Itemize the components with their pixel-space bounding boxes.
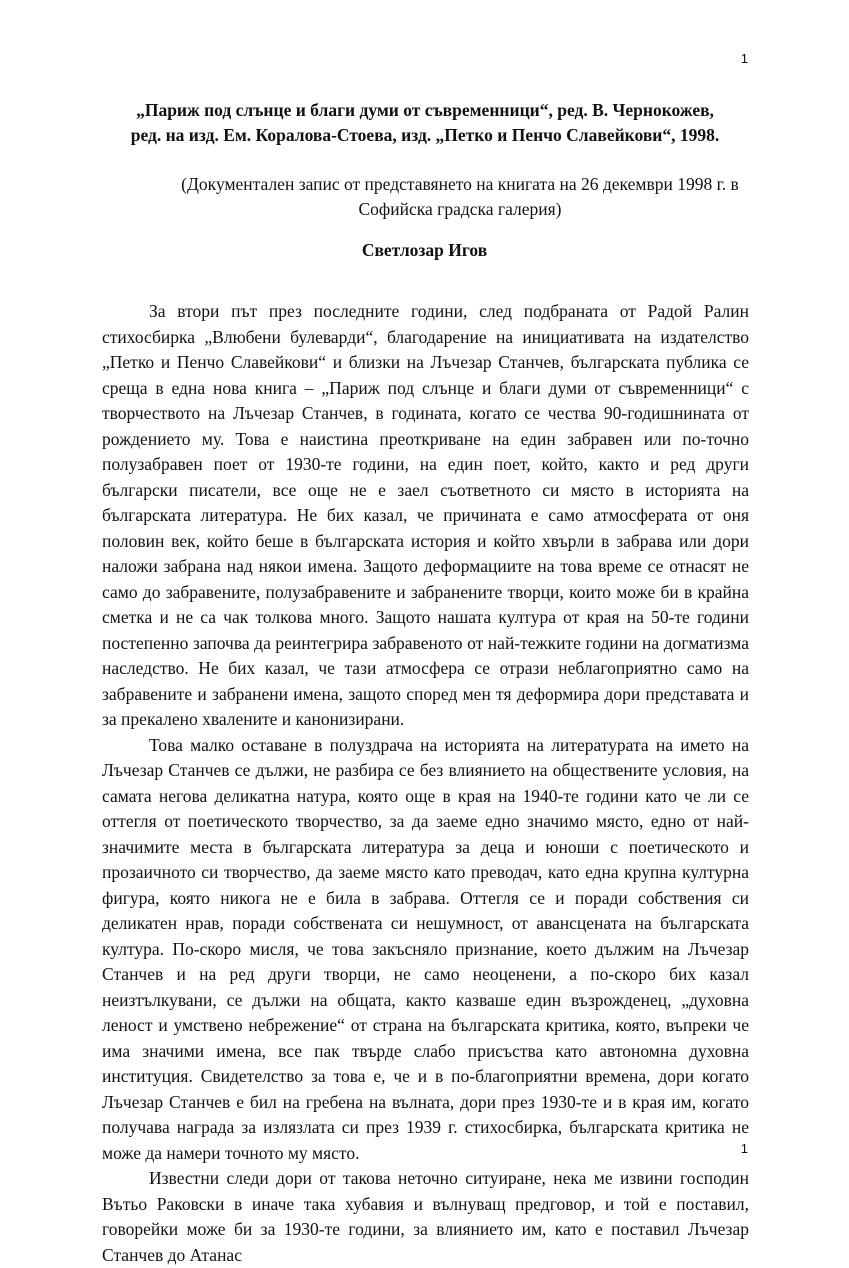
subtitle-line-2: Софийска градска галерия) [358, 199, 562, 219]
author-name: Светлозар Игов [361, 240, 488, 260]
title-line-2: ред. на изд. Ем. Коралова-Стоева, изд. „Петко и Пенчо Славейкови“, 1998. [130, 125, 720, 145]
subtitle-line-1: (Документален запис от представянето на книгата на 26 декември 1998 г. в [181, 174, 739, 194]
page-number-bottom: 1 [740, 1141, 748, 1156]
body-text [102, 299, 749, 1268]
document-title [60, 98, 790, 148]
paragraph-2: Това малко оставане в полуздрача на историята на литературата на името на Лъчезар Станчев се дължи, не разбира се без влиянието на обществените условия, на самата негова деликатна натура, която още в края на 1940-те години като че ли се оттегля от поетическото творчество, за да заеме едно значимо място, едно от най-значимите места в българската литература за деца и юноши с поетическото и прозаичното си творчество, да заеме място като преводач, като една крупна културна фигура, която никога не е била в забрава. Оттегля се и поради собствения си деликатен нрав, поради собствената си нешумност, от авансцената на българската култура. По-скоро мисля, че това закъсняло признание, което дължим на Лъчезар Станчев и на ред други творци, не само неоценени, а по-скоро бих казал неизтълкувани, се дължи на общата, както казваше един възрожденец, „духовна леност и умствено небрежение“ от страна на българската критика, която, въпреки че има значими имена, все пак твърде слабо присъства като автономна духовна институция. Свидетелство за това е, че и в по-благоприятни времена, дори когато Лъчезар Станчев е бил на гребена на вълната, дори през 1930-те и в края им, когато получава награда за излязлата си през 1939 г. стихосбирка, българската критика не може да намери точното му място. [102, 734, 749, 1163]
page-number-top: 1 [740, 51, 748, 66]
paragraph-1: За втори път през последните години, след подбраната от Радой Ралин стихосбирка „Влюбени булеварди“, благодарение на инициативата на издателство „Петко и Пенчо Славейкови“ и близки на Лъчезар Станчев, българската публика се среща в една нова книга – „Париж под слънце и благи думи от съвременници“ с творчеството на Лъчезар Станчев, в годината, когато се чества 90-годишнината от рождението му. Това е наистина преоткриване на един забравен или по-точно полузабравен поет от 1930-те години, на един поет, който, както и ред други български писатели, все още не е заел съответното си място в историята на българската литература. Не бих казал, че причината е само атмосферата от оня половин век, който беше в българската история и който хвърли в забрава или дори наложи забрана над някои имена. Защото деформациите на това време се отнасят не само до забравените, полузабравените и забранените творци, които може би в крайна сметка и не са чак толкова много. Защото нашата култура от края на 50-те години постепенно започва да реинтегрира забравеното от най-тежките години на догматизма наследство. Не бих казал, че тази атмосфера се отрази неблагоприятно само на забравените и забранени имена, защото според мен тя деформира дори представата и за прекалено хвалените и канонизирани. [102, 301, 749, 729]
title-line-1: „Париж под слънце и благи думи от съвременници“, ред. В. Чернокожев, [136, 100, 714, 120]
paragraph-3: Известни следи дори от такова неточно ситуиране, нека ме извини господин Вътьо Раковски в иначе така хубавия и вълнуващ предговор, и той е поставил, говорейки може би за 1930-те години, за влиянието им, като е поставил Лъчезар Станчев до Атанас [102, 1168, 749, 1265]
document-subtitle [140, 172, 780, 222]
